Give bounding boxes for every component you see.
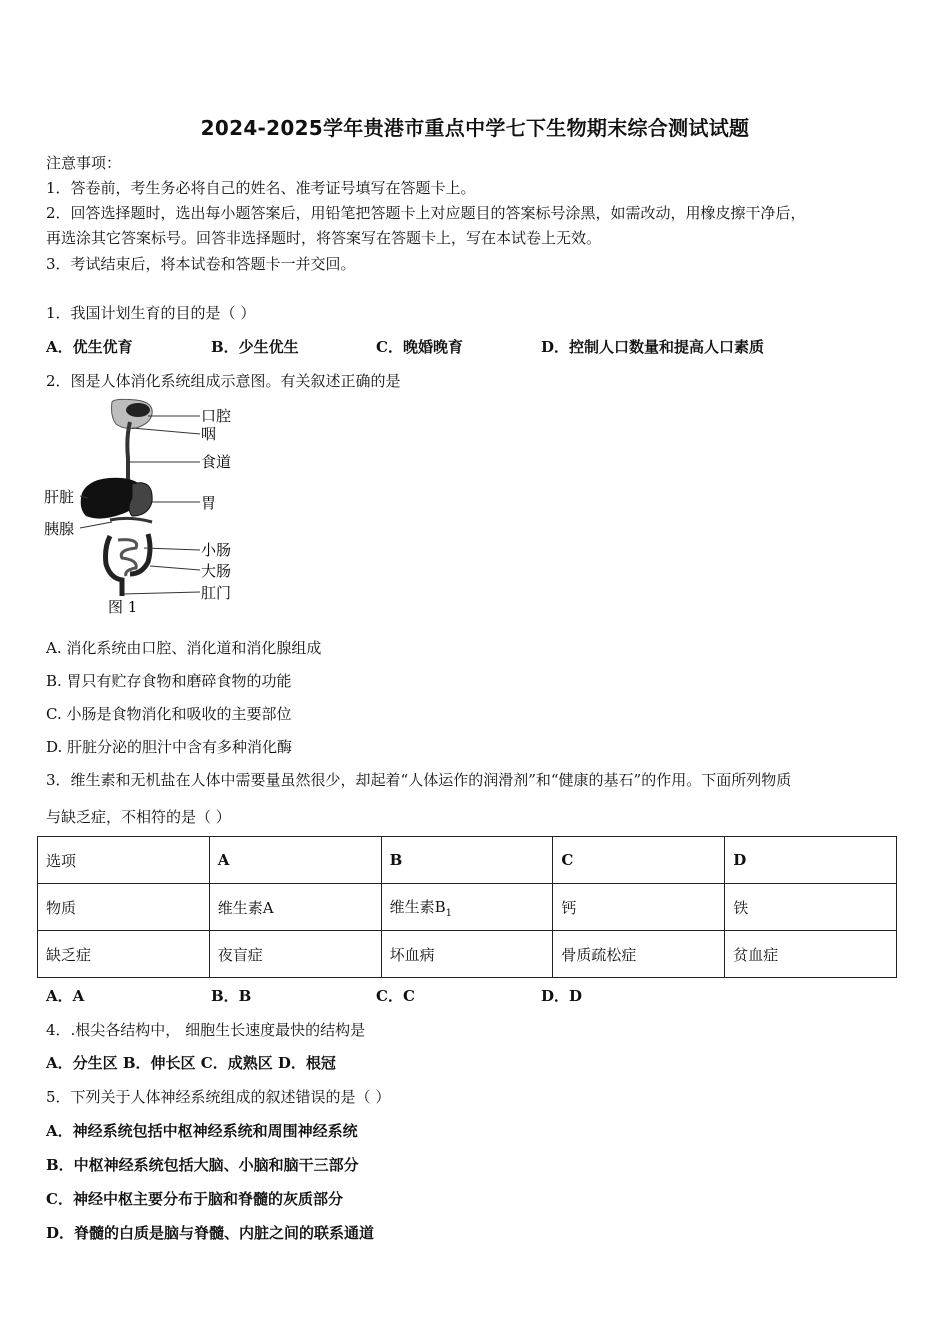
q4-options: A．分生区 B．伸长区 C．成熟区 D．根冠 (46, 1054, 336, 1072)
label-liver: 肝脏 (44, 488, 75, 506)
q3-option-d: D．D (541, 987, 583, 1005)
label-mouth: 口腔 (201, 407, 232, 425)
q4-stem: 4．.根尖各结构中， 细胞生长速度最快的结构是 (46, 1021, 366, 1039)
q3-option-a: A．A (46, 987, 85, 1005)
table-cell (381, 884, 553, 931)
q2-stem: 2．图是人体消化系统组成示意图。有关叙述正确的是 (46, 372, 401, 390)
table-cell: A (209, 837, 381, 884)
notice-item: 3．考试结束后，将本试卷和答题卡一并交回。 (46, 255, 356, 273)
table-cell: 维生素A (209, 884, 381, 931)
q5-option-c: C．神经中枢主要分布于脑和脊髓的灰质部分 (46, 1190, 343, 1208)
page-title: 2024-2025学年贵港市重点中学七下生物期末综合测试试题 (200, 116, 750, 140)
table-cell: 物质 (38, 884, 210, 931)
table-cell: 骨质疏松症 (553, 931, 725, 978)
table-cell: 铁 (725, 884, 897, 931)
pancreas-shape (110, 518, 152, 522)
digestive-system-figure (40, 398, 250, 623)
mouth-shape (126, 403, 150, 417)
label-esophagus: 食道 (201, 453, 232, 471)
table-cell: 夜盲症 (209, 931, 381, 978)
digestive-system-diagram (40, 398, 250, 623)
esophagus-shape (127, 422, 130, 482)
q1-stem: 1．我国计划生育的目的是（ ） (46, 304, 256, 322)
table-cell: 缺乏症 (38, 931, 210, 978)
leader-line (132, 428, 200, 434)
label-small-intestine: 小肠 (201, 541, 232, 559)
table-cell: B (381, 837, 553, 884)
q3-stem-line1: 3．维生素和无机盐在人体中需要量虽然很少，却起着“人体运作的润滑剂”和“健康的基石”的作用。下面所列物质 (46, 771, 792, 789)
q1-option-d: D．控制人口数量和提高人口素质 (541, 338, 765, 356)
label-large-intestine: 大肠 (201, 562, 232, 580)
table-cell: D (725, 837, 897, 884)
table-cell-subscript: 1 (445, 907, 452, 919)
q1-option-c: C．晚婚晚育 (376, 338, 463, 356)
q5-option-a: A．神经系统包括中枢神经系统和周围神经系统 (46, 1122, 358, 1140)
notice-item: 再选涂其它答案标号。回答非选择题时，将答案写在答题卡上，写在本试卷上无效。 (46, 229, 602, 247)
q3-table (37, 836, 897, 978)
large-intestine-shape (106, 534, 151, 596)
q5-option-d: D．脊髓的白质是脑与脊髓、内脏之间的联系通道 (46, 1224, 375, 1242)
notice-heading: 注意事项： (46, 154, 122, 172)
table-cell-text: 维生素B (389, 897, 446, 916)
leader-line (124, 592, 200, 594)
stomach-shape (129, 483, 152, 516)
q3-stem-line2: 与缺乏症，不相符的是（ ） (46, 808, 231, 826)
q2-option-b: B. 胃只有贮存食物和磨碎食物的功能 (46, 672, 292, 690)
q2-option-d: D. 肝脏分泌的胆汁中含有多种消化酶 (46, 738, 293, 756)
q5-option-b: B．中枢神经系统包括大脑、小脑和脑干三部分 (46, 1156, 359, 1174)
small-intestine-shape (118, 540, 137, 576)
table-cell: 坏血病 (381, 931, 553, 978)
q3-option-c: C．C (376, 987, 415, 1005)
table-cell: 钙 (553, 884, 725, 931)
table-row (38, 837, 897, 884)
table-row (38, 884, 897, 931)
label-stomach: 胃 (201, 494, 217, 512)
q1-option-b: B．少生优生 (211, 338, 299, 356)
label-pancreas: 胰腺 (44, 520, 75, 538)
table-cell: 贫血症 (725, 931, 897, 978)
table-row (38, 931, 897, 978)
q2-option-c: C. 小肠是食物消化和吸收的主要部位 (46, 705, 292, 723)
notice-item: 2．回答选择题时，选出每小题答案后，用铅笔把答题卡上对应题目的答案标号涂黑，如需改动，用橡皮擦干净后， (46, 204, 806, 222)
table-cell: 选项 (38, 837, 210, 884)
label-pharynx: 咽 (201, 425, 217, 443)
q1-option-a: A．优生优育 (46, 338, 133, 356)
leader-line (150, 566, 200, 570)
q3-option-b: B．B (211, 987, 252, 1005)
table-cell: C (553, 837, 725, 884)
q2-option-a: A. 消化系统由口腔、消化道和消化腺组成 (46, 639, 322, 657)
figure-caption: 图 1 (108, 598, 138, 616)
q5-stem: 5．下列关于人体神经系统组成的叙述错误的是（ ） (46, 1088, 391, 1106)
notice-item: 1．答卷前，考生务必将自己的姓名、准考证号填写在答题卡上。 (46, 179, 476, 197)
leader-line (80, 522, 112, 528)
label-anus: 肛门 (201, 584, 232, 602)
